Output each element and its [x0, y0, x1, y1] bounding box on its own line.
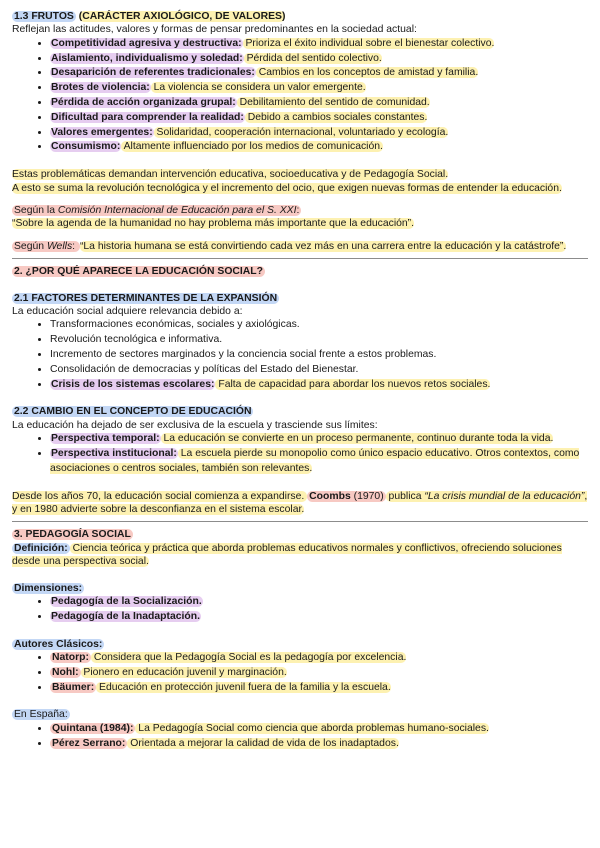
paragraph-coombs: [12, 490, 588, 517]
term: Consumismo:: [51, 141, 121, 153]
term-desc: Debilitamiento del sentido de comunidad.: [236, 97, 430, 108]
author-year: (1970): [350, 490, 384, 502]
paragraph-text: publica: [385, 490, 425, 502]
dimensions-label: Dimensiones:: [14, 582, 83, 594]
list-item: [50, 737, 588, 752]
section-3-heading: [12, 528, 588, 541]
list-item: • Consolidación de democracias y políticas del Estado del Bienestar.: [50, 363, 588, 378]
list-item: [50, 66, 588, 81]
term: Crisis de los sistemas escolares:: [51, 378, 215, 390]
term-desc: La educación se convierte en un proceso permanente, continuo durante toda la vida.: [160, 433, 554, 445]
quote-pre: Según: [14, 240, 47, 252]
term-desc: Falta de capacidad para abordar los nuevos retos sociales.: [215, 378, 491, 390]
spain-list: [12, 722, 588, 752]
term-desc: La violencia se considera un valor emergente.: [150, 82, 366, 94]
section-2-title: 2. ¿POR QUÉ APARECE LA EDUCACIÓN SOCIAL?: [14, 266, 264, 278]
divider: [12, 258, 588, 259]
paragraph-text: Desde los años 70, la educación social comienza a expandirse.: [12, 490, 308, 502]
list-item: [50, 447, 588, 477]
list-item: [50, 37, 588, 52]
term: Valores emergentes:: [51, 126, 153, 138]
list-item: [50, 432, 588, 447]
list-item: • Revolución tecnológica e informativa.: [50, 333, 588, 348]
term: Aislamiento, individualismo y soledad:: [51, 52, 243, 64]
term: Perspectiva institucional:: [51, 448, 177, 460]
section-1-3-title-paren: (CARÁCTER AXIOLÓGICO, DE VALORES): [78, 11, 286, 22]
term: Natorp:: [52, 652, 89, 664]
term: Competitividad agresiva y destructiva:: [51, 37, 242, 49]
paragraph-text: , y en 1980 advierte sobre la desconfianza en el sistema escolar.: [12, 490, 588, 516]
term: Brotes de violencia:: [51, 82, 150, 94]
list-item: [50, 96, 588, 111]
list-item: [50, 140, 588, 155]
list-item: [50, 81, 588, 96]
term: Bäumer:: [52, 681, 95, 693]
divider: [12, 521, 588, 522]
definition: [12, 542, 588, 569]
term-desc: Pionero en educación juvenil y marginación.: [80, 666, 287, 678]
section-2-2-heading: [12, 405, 588, 418]
section-2-2-intro: La educación ha dejado de ser exclusiva de la escuela y trasciende sus límites:: [12, 419, 378, 431]
paragraph-problematicas: [12, 168, 588, 181]
list-item: [50, 111, 588, 126]
quote-pre: Según la: [14, 205, 58, 216]
term-desc: Prioriza el éxito individual sobre el bienestar colectivo.: [242, 37, 495, 49]
authors-list: [12, 651, 588, 695]
paragraph-revolucion: [12, 182, 588, 195]
term: Dificultad para comprender la realidad:: [51, 111, 244, 123]
quote-post: :: [72, 240, 78, 252]
section-1-3-list: [12, 37, 588, 155]
section-2-1-intro: La educación social adquiere relevancia debido a:: [12, 306, 243, 318]
list-item: [50, 651, 588, 666]
list-item: [50, 666, 588, 681]
book-title: “La crisis mundial de la educación”: [424, 490, 585, 502]
term: Pedagogía de la Inadaptación.: [51, 610, 200, 622]
authors-label: Autores Clásicos:: [14, 638, 103, 650]
section-2-heading: [12, 265, 588, 278]
definition-text: Ciencia teórica y práctica que aborda problemas educativos normales y conflictivos, ofreciendo soluciones desde una perspectiva social.: [12, 542, 562, 568]
section-2-1-title: 2.1 FACTORES DETERMINANTES DE LA EXPANSIÓN: [14, 292, 278, 304]
term-desc: La Pedagogía Social como ciencia que aborda problemas humano-sociales.: [135, 722, 489, 734]
spain-label: En España:: [14, 709, 68, 721]
term-desc: Pérdida del sentido colectivo.: [243, 52, 382, 64]
term-desc: La escuela pierde su monopolio como único espacio educativo. Otros contextos, como asociaciones o centros sociales, también son relevantes.: [50, 448, 580, 474]
section-2-1-list: [12, 318, 588, 392]
quote-source: Wells: [46, 240, 73, 252]
term: Pedagogía de la Socialización.: [51, 596, 202, 608]
term: Quintana (1984):: [52, 722, 134, 734]
list-item: [50, 681, 588, 696]
definition-label: Definición:: [14, 542, 68, 554]
quote-text: “Sobre la agenda de la humanidad no hay problema más importante que la educación”.: [12, 218, 415, 230]
author-name: Coombs: [309, 490, 351, 502]
list-item: [50, 52, 588, 67]
dimensions-heading: [12, 582, 588, 595]
term-desc: Educación en protección juvenil fuera de la familia y la escuela.: [96, 681, 391, 693]
section-1-3-title: 1.3 FRUTOS: [14, 11, 74, 22]
quote-comision-text: [12, 217, 588, 230]
list-item: • Incremento de sectores marginados y la conciencia social frente a estos problemas.: [50, 348, 588, 363]
list-item: • Transformaciones económicas, sociales y axiológicas.: [50, 318, 588, 333]
term-desc: Cambios en los conceptos de amistad y familia.: [255, 67, 479, 79]
term: Desaparición de referentes tradicionales:: [51, 67, 255, 79]
term: Nohl:: [52, 666, 79, 678]
section-2-2-title: 2.2 CAMBIO EN EL CONCEPTO DE EDUCACIÓN: [14, 406, 252, 418]
quote-comision-label: [12, 204, 588, 217]
term-desc: Considera que la Pedagogía Social es la pedagogía por excelencia.: [90, 652, 407, 664]
term: Pérez Serrano:: [52, 737, 126, 749]
section-1-3-heading: [12, 10, 588, 23]
term: Pérdida de acción organizada grupal:: [51, 97, 236, 108]
term-desc: Orientada a mejorar la calidad de vida de los inadaptados.: [127, 737, 399, 749]
authors-heading: [12, 638, 588, 651]
term: Perspectiva temporal:: [51, 433, 160, 445]
paragraph-text: Estas problemáticas demandan intervención educativa, socioeducativa y de Pedagogía Social.: [12, 169, 449, 181]
section-2-2-list: [12, 432, 588, 476]
quote-wells: [12, 240, 588, 253]
list-item: [50, 378, 588, 393]
spain-heading: [12, 708, 588, 721]
list-item: [50, 610, 588, 625]
list-item: [50, 722, 588, 737]
term-desc: Debido a cambios sociales constantes.: [244, 111, 428, 123]
section-1-3-intro: Reflejan las actitudes, valores y formas de pensar predominantes en la sociedad actual:: [12, 24, 417, 36]
quote-text: “La historia humana se está convirtiendo cada vez más en una carrera entre la educación y la catástrofe”.: [79, 240, 567, 252]
paragraph-text: A esto se suma la revolución tecnológica y el incremento del ocio, que exigen nuevas formas de entender la educación.: [12, 182, 562, 194]
section-2-1-heading: [12, 292, 588, 305]
section-3-title: 3. PEDAGOGÍA SOCIAL: [14, 529, 131, 541]
list-item: [50, 595, 588, 610]
quote-source: Comisión Internacional de Educación para el S. XXI: [57, 205, 297, 216]
list-item: [50, 126, 588, 141]
term-desc: Altamente influenciado por los medios de comunicación.: [121, 141, 383, 153]
quote-post: :: [296, 205, 300, 216]
dimensions-list: [12, 595, 588, 625]
term-desc: Solidaridad, cooperación internacional, voluntariado y ecología.: [153, 126, 449, 138]
